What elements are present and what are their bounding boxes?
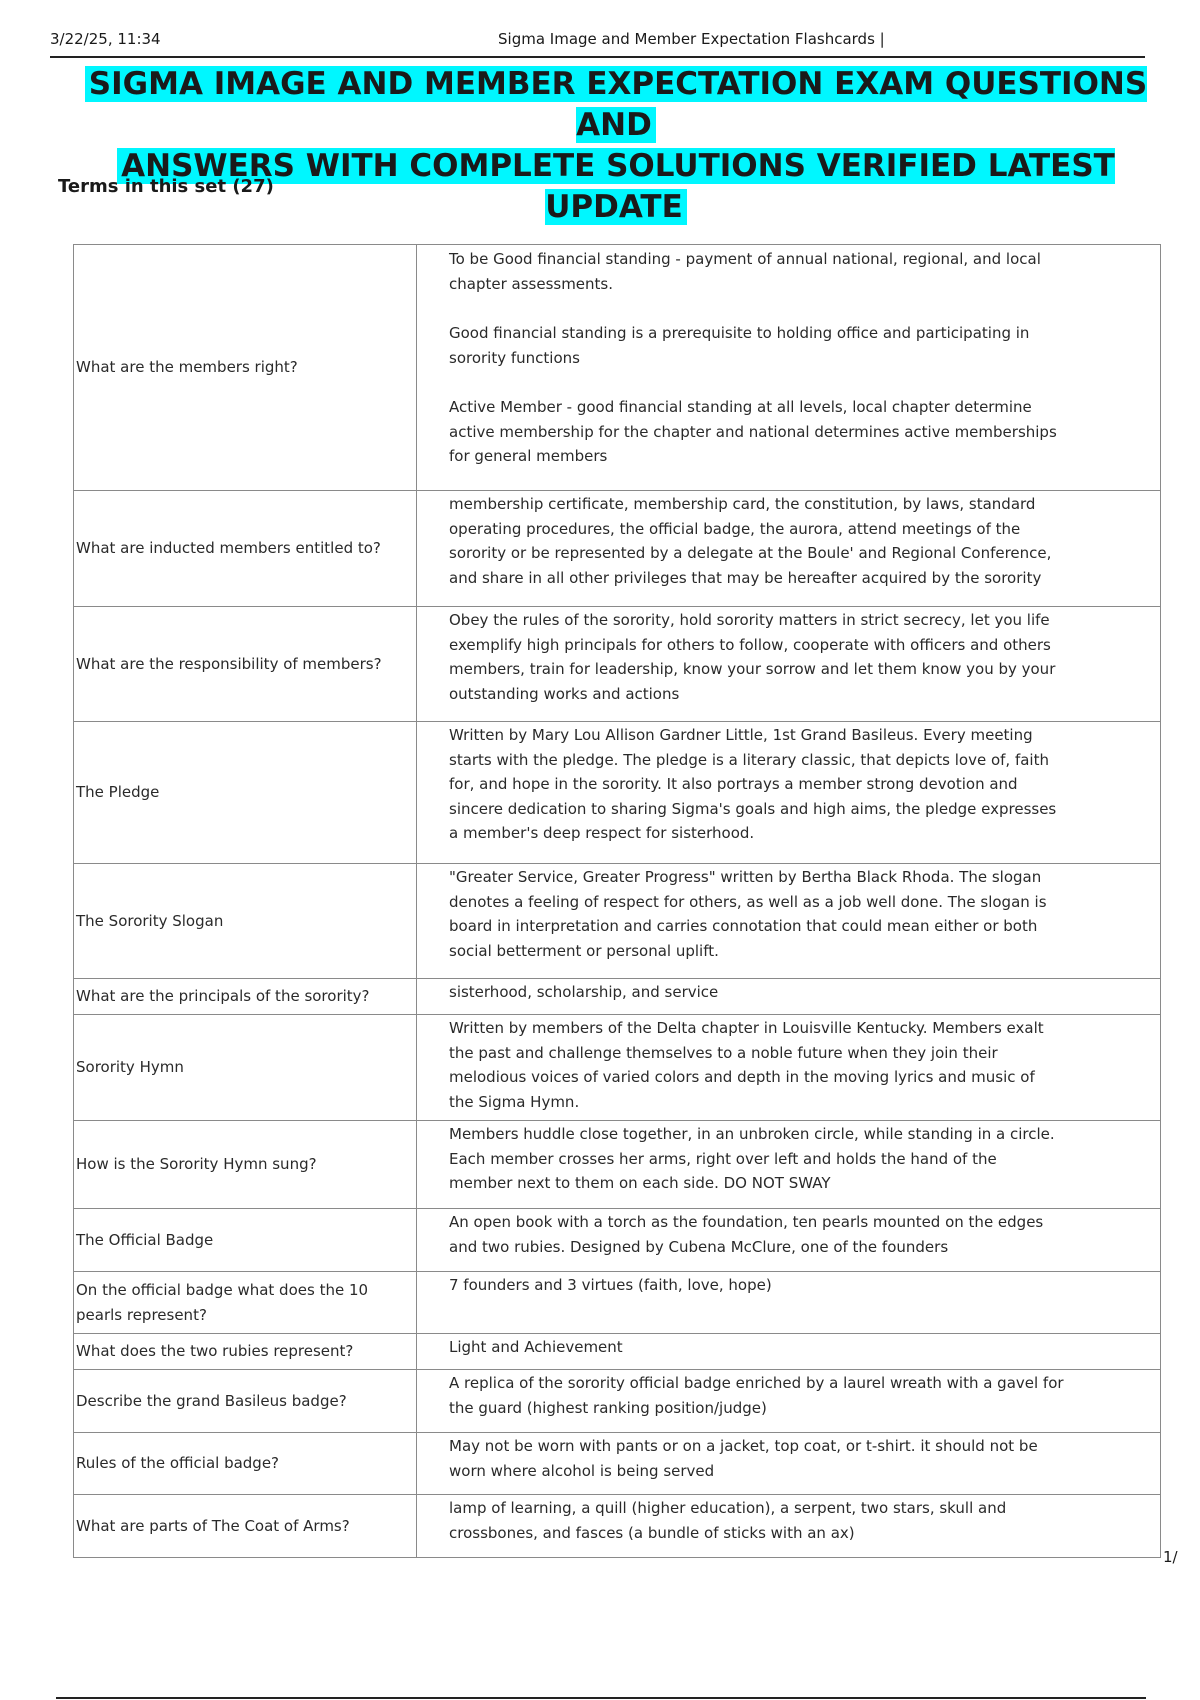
flashcard-definition (417, 1433, 1161, 1495)
flashcard-term: Rules of the official badge? (74, 1433, 417, 1495)
definition-paragraph: membership certificate, membership card, the constitution, by laws, standard operating procedures, the official badge, the aurora, attend meetings of the sorority or be represented by a delegate at the Boule' and Regional Conference, and share in all other privileges that may be hereafter acquired by the sorority (449, 495, 1052, 587)
definition-paragraph: Written by members of the Delta chapter in Louisville Kentucky. Members exalt the past and challenge themselves to a noble future when they join their melodious voices of varied colors and depth in the moving lyrics and music of the Sigma Hymn. (449, 1019, 1044, 1111)
flashcard-row (74, 491, 1161, 607)
definition-paragraph: 7 founders and 3 virtues (faith, love, hope) (449, 1276, 772, 1294)
flashcard-term: On the official badge what does the 10 pearls represent? (74, 1272, 417, 1334)
flashcard-table (73, 244, 1161, 1558)
definition-paragraph: sisterhood, scholarship, and service (449, 983, 719, 1001)
flashcard-row (74, 1495, 1161, 1558)
definition-paragraph: May not be worn with pants or on a jacket, top coat, or t-shirt. it should not be worn where alcohol is being served (449, 1437, 1038, 1480)
flashcard-row (74, 1121, 1161, 1209)
definition-paragraph: Light and Achievement (449, 1338, 623, 1356)
print-datetime: 3/22/25, 11:34 (50, 30, 161, 48)
flashcard-row (74, 1015, 1161, 1121)
flashcard-term: The Sorority Slogan (74, 864, 417, 979)
flashcard-definition (417, 864, 1161, 979)
flashcard-term: What are the responsibility of members? (74, 607, 417, 722)
flashcard-definition (417, 722, 1161, 864)
flashcard-definition (417, 1334, 1161, 1370)
flashcard-row (74, 245, 1161, 491)
definition-paragraph: Good financial standing is a prerequisite to holding office and participating in sorority functions (449, 324, 1030, 367)
flashcard-term: Describe the grand Basileus badge? (74, 1370, 417, 1433)
flashcard-definition (417, 1121, 1161, 1209)
flashcard-row (74, 1334, 1161, 1370)
flashcard-term: What are the principals of the sorority? (74, 979, 417, 1015)
flashcard-term: How is the Sorority Hymn sung? (74, 1121, 417, 1209)
flashcard-row (74, 1272, 1161, 1334)
flashcard-term: Sorority Hymn (74, 1015, 417, 1121)
definition-paragraph: Obey the rules of the sorority, hold sorority matters in strict secrecy, let you life exemplify high principals for others to follow, cooperate with officers and others members, train for leadership, know your sorrow and let them know you by your outstanding works and actions (449, 611, 1056, 703)
flashcard-definition (417, 1495, 1161, 1558)
flashcard-definition (417, 1272, 1161, 1334)
flashcard-term: What are inducted members entitled to? (74, 491, 417, 607)
flashcard-definition (417, 491, 1161, 607)
flashcard-row (74, 607, 1161, 722)
definition-paragraph: Written by Mary Lou Allison Gardner Little, 1st Grand Basileus. Every meeting starts with the pledge. The pledge is a literary classic, that depicts love of, faith for, and hope in the sorority. It also portrays a member strong devotion and sincere dedication to sharing Sigma's goals and high aims, the pledge expresses a member's deep respect for sisterhood. (449, 726, 1057, 842)
flashcard-definition (417, 1370, 1161, 1433)
page-number: 1/ (1163, 1548, 1178, 1566)
definition-paragraph: "Greater Service, Greater Progress" written by Bertha Black Rhoda. The slogan denotes a feeling of respect for others, as well as a job well done. The slogan is board in interpretation and carries connotation that could mean either or both social betterment or personal uplift. (449, 868, 1047, 960)
document-title (72, 64, 1160, 228)
flashcard-term: What are parts of The Coat of Arms? (74, 1495, 417, 1558)
document-title-line-1: SIGMA IMAGE AND MEMBER EXPECTATION EXAM QUESTIONS AND (85, 66, 1147, 143)
terms-count-label: Terms in this set (27) (58, 176, 274, 197)
definition-paragraph: lamp of learning, a quill (higher education), a serpent, two stars, skull and crossbones, and fasces (a bundle of sticks with an ax) (449, 1499, 1007, 1542)
flashcard-term: The Official Badge (74, 1209, 417, 1272)
document-title-line-2: ANSWERS WITH COMPLETE SOLUTIONS VERIFIED LATEST UPDATE (117, 148, 1115, 225)
flashcard-definition (417, 245, 1161, 491)
flashcard-row (74, 979, 1161, 1015)
flashcard-definition (417, 607, 1161, 722)
flashcard-term: What does the two rubies represent? (74, 1334, 417, 1370)
flashcard-row (74, 722, 1161, 864)
flashcard-definition (417, 979, 1161, 1015)
definition-paragraph: A replica of the sorority official badge enriched by a laurel wreath with a gavel for the guard (highest ranking position/judge) (449, 1374, 1064, 1417)
definition-paragraph: Members huddle close together, in an unbroken circle, while standing in a circle. Each member crosses her arms, right over left and holds the hand of the member next to them on each side. DO NOT SWAY (449, 1125, 1055, 1192)
flashcard-definition (417, 1015, 1161, 1121)
flashcard-row (74, 1433, 1161, 1495)
flashcard-row (74, 1370, 1161, 1433)
definition-paragraph: An open book with a torch as the foundation, ten pearls mounted on the edges and two rubies. Designed by Cubena McClure, one of the founders (449, 1213, 1044, 1256)
footer-rule (56, 1697, 1146, 1699)
definition-paragraph: To be Good financial standing - payment of annual national, regional, and local chapter assessments. (449, 250, 1041, 293)
print-page-title: Sigma Image and Member Expectation Flashcards | (498, 30, 885, 48)
flashcard-term: The Pledge (74, 722, 417, 864)
flashcard-row (74, 1209, 1161, 1272)
print-header (50, 26, 1145, 58)
flashcard-row (74, 864, 1161, 979)
flashcard-definition (417, 1209, 1161, 1272)
definition-paragraph: Active Member - good financial standing at all levels, local chapter determine active membership for the chapter and national determines active memberships for general members (449, 398, 1057, 465)
flashcard-term: What are the members right? (74, 245, 417, 491)
